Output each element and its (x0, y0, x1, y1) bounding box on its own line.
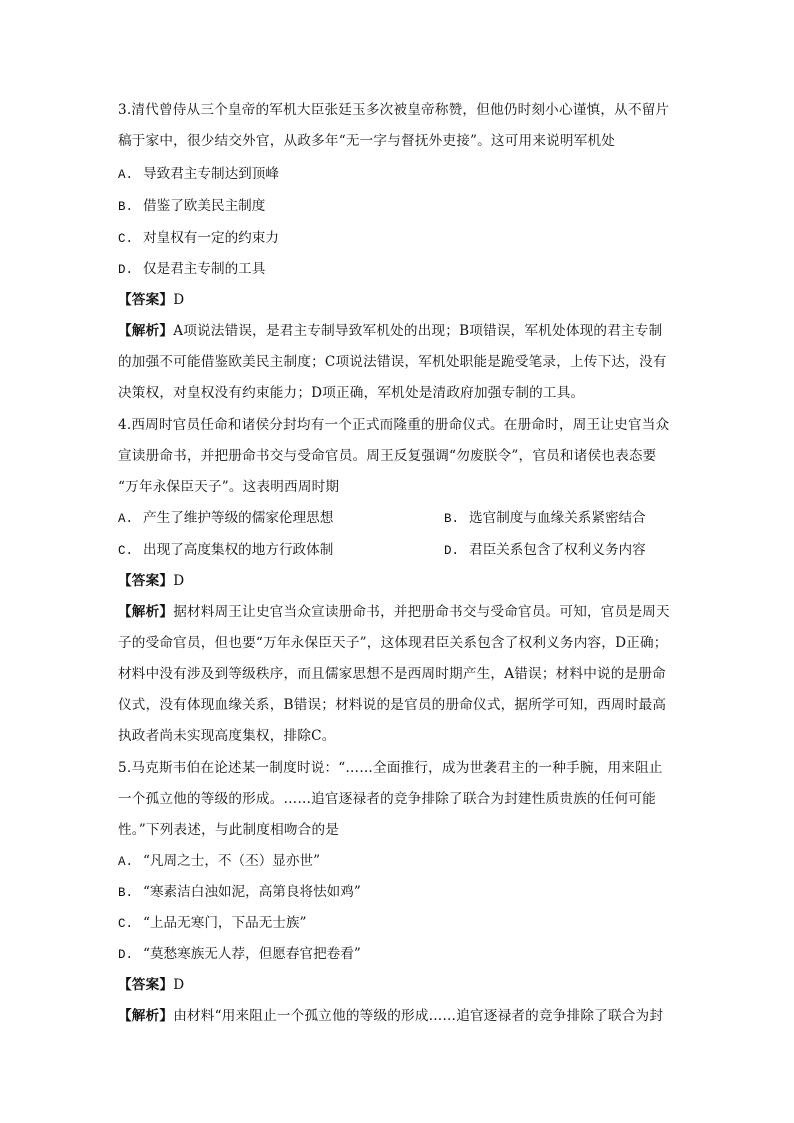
question-4-analysis-line-3: 材料中没有涉及到等级秩序，而且儒家思想不是西周时期产生，A错误；材料中说的是册命 (118, 666, 666, 682)
question-4-answer (118, 571, 678, 591)
question-4-analysis-line-4: 仪式，没有体现血缘关系，B错误；材料说的是官员的册命仪式，据所学可知，西周时最高 (118, 697, 667, 713)
answer-value: D (173, 573, 185, 589)
question-3-option-a: A. 导致君主专制达到顶峰 (118, 166, 279, 182)
question-5-option-a: A. “凡周之士，不（丕）显亦世” (118, 853, 321, 869)
question-4-option-a: A. 产生了维护等级的儒家伦理思想 (118, 510, 334, 526)
question-5-option-c: C. “上品无寒门，下品无士族” (118, 915, 307, 931)
question-5-option-d: D. “莫愁寒族无人荐，但愿春官把卷看” (118, 946, 361, 962)
question-3-stem-line-2: 稿于家中，很少结交外官，从政多年“无一字与督抚外吏接”。这可用来说明军机处 (118, 133, 616, 149)
question-3-analysis-line-1: 【解析】A项说法错误，是君主专制导致军机处的出现；B项错误，军机处体现的君主专制 (118, 323, 663, 339)
question-3-answer (118, 290, 678, 310)
question-4-stem-line-3: “万年永保臣天子”。这表明西周时期 (118, 479, 340, 495)
question-4-stem-line-2: 宣读册命书，并把册命书交与受命官员。周王反复强调“勿废朕令”，官员和诸侯也表态要 (118, 448, 657, 464)
question-5-analysis-line-1: 【解析】由材料“用来阻止一个孤立他的等级的形成……追官逐禄者的竞争排除了联合为封 (118, 1008, 664, 1024)
question-4-analysis-line-1: 【解析】据材料周王让史官当众宣读册命书，并把册命书交与受命官员。可知，官员是周天 (118, 604, 670, 620)
answer-value: D (173, 292, 185, 308)
question-3-option-b: B. 借鉴了欧美民主制度 (118, 198, 266, 214)
answer-label: 【答案】 (118, 292, 174, 308)
question-5-answer (118, 975, 678, 995)
analysis-label: 【解析】 (118, 323, 174, 339)
question-5-stem-line-3: 性。”下列表述，与此制度相吻合的是 (118, 822, 340, 838)
answer-label: 【答案】 (118, 977, 174, 993)
question-4-stem-line-1: 4.西周时官员任命和诸侯分封均有一个正式而隆重的册命仪式。在册命时，周王让史官当众 (118, 417, 670, 433)
question-3-analysis-line-2: 的加强不可能借鉴欧美民主制度；C项说法错误，军机处职能是跪受笔录，上传下达，没有 (118, 354, 667, 370)
question-5-stem-line-1: 5.马克斯韦伯在论述某一制度时说：“……全面推行，成为世袭君主的一种手腕，用来阻止 (118, 760, 663, 776)
question-4-option-c: C. 出现了高度集权的地方行政体制 (118, 542, 334, 558)
question-3-stem-line-1: 3.清代曾侍从三个皇帝的军机大臣张廷玉多次被皇帝称赞，但他仍时刻小心谨慎，从不留片 (118, 102, 670, 118)
question-5-stem-line-2: 一个孤立他的等级的形成。……追官逐禄者的竞争排除了联合为封建性质贵族的任何可能 (118, 791, 656, 807)
analysis-label: 【解析】 (118, 604, 174, 620)
question-5-option-b: B. “寒素洁白浊如泥，高第良将怯如鸡” (118, 884, 361, 900)
answer-label: 【答案】 (118, 573, 174, 589)
question-3-analysis-line-3: 决策权，对皇权没有约束能力；D项正确，军机处是清政府加强专制的工具。 (118, 385, 585, 401)
analysis-label: 【解析】 (118, 1008, 174, 1024)
question-3-option-c: C. 对皇权有一定的约束力 (118, 230, 279, 246)
question-4-analysis-line-5: 执政者尚未实现高度集权，排除C。 (118, 728, 336, 744)
question-4-option-b: B. 选官制度与血缘关系紧密结合 (444, 510, 646, 526)
question-4-analysis-line-2: 子的受命官员，但也要“万年永保臣天子”，这体现君臣关系包含了权利义务内容，D正确； (118, 635, 668, 651)
answer-value: D (173, 977, 185, 993)
question-4-option-d: D. 君臣关系包含了权利义务内容 (444, 542, 646, 558)
question-3-option-d: D. 仅是君主专制的工具 (118, 261, 266, 277)
